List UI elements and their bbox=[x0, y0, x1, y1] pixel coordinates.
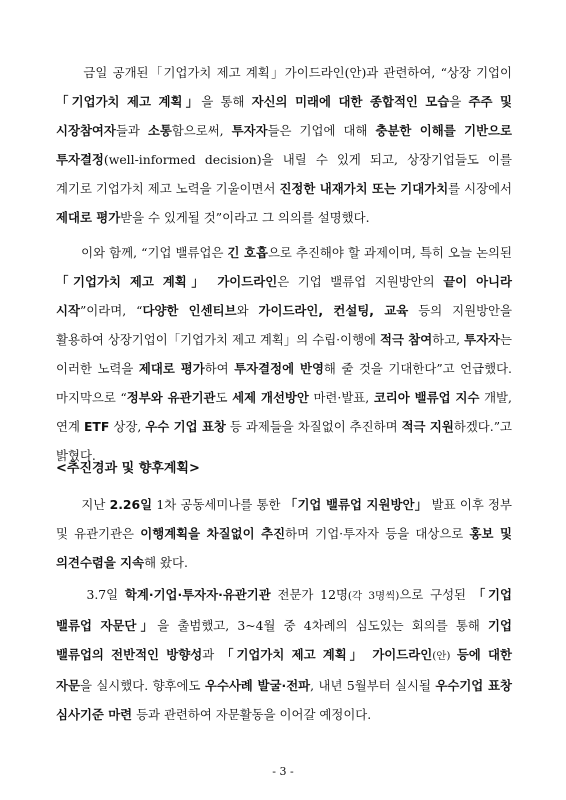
text-run-bold: 이행계획을 차질없이 추진 bbox=[140, 526, 286, 541]
text-run-bold: 다양한 인센티브 bbox=[142, 303, 237, 318]
text-run: 받을 수 있게될 것”이라고 그 의의를 설명했다. bbox=[120, 210, 370, 225]
text-run: 들과 bbox=[115, 123, 148, 138]
text-run: 해 왔다. bbox=[144, 555, 188, 570]
text-run: 해 줄 것을 기대한다”고 언급했다. 마지막으로 “ bbox=[56, 361, 512, 405]
text-run: 마련·발표, bbox=[308, 390, 374, 405]
text-run-bold: 「기업 밸류업 자문단」 bbox=[56, 587, 512, 633]
text-run-bold: 자신의 미래에 대한 종합적인 모습 bbox=[251, 94, 450, 109]
text-run-bold: 2.26일 bbox=[109, 497, 153, 512]
text-run: 를 시장에서 bbox=[448, 181, 513, 196]
paragraph-significance bbox=[56, 58, 512, 232]
text-run: 하여 bbox=[204, 361, 235, 376]
text-run-bold: 「기업가치 제고 계획」 가이드라인 bbox=[56, 274, 278, 289]
text-run: 을 통해 bbox=[201, 94, 252, 109]
text-run: 도 bbox=[215, 390, 233, 405]
text-run-bold: 등에 대한 자문 bbox=[56, 647, 512, 693]
text-run: 들은 기업에 대해 bbox=[267, 123, 376, 138]
text-run-bold: 학계·기업·투자자·유관기관 bbox=[124, 587, 271, 602]
text-run: 등과 관련하여 자문활동을 이어갈 예정이다. bbox=[132, 707, 372, 722]
text-run-bold: 기업 밸류업의 전반적인 방향성 bbox=[56, 618, 512, 662]
text-run: 을 bbox=[449, 94, 469, 109]
text-run: 3.7일 bbox=[56, 587, 125, 602]
text-run: 발표 이후 정부 및 유관기관은 bbox=[56, 497, 512, 541]
text-run: 상장, bbox=[109, 419, 146, 434]
text-run: 지난 bbox=[56, 497, 110, 512]
text-run: 1차 공동세미나를 통한 bbox=[152, 497, 285, 512]
text-run-bold: 가이드라인, 컨설팅, 교육 bbox=[258, 303, 409, 318]
paragraph-advisory bbox=[56, 580, 512, 729]
text-run: 하고, bbox=[432, 332, 465, 347]
text-run-bold: 정부와 유관기관 bbox=[126, 390, 216, 405]
text-run: 전문가 12명 bbox=[270, 587, 348, 602]
text-run: 와 bbox=[236, 303, 259, 318]
text-run: 등의 지원방안을 활용하여 상장기업이「기업가치 제고 계획」의 수립·이행에 bbox=[56, 303, 512, 347]
text-run: 을 실시했다. 향후에도 bbox=[79, 678, 205, 693]
text-run-bold: 충분한 이해를 기반으로 투자결정 bbox=[56, 123, 512, 167]
text-run: 과 bbox=[202, 647, 222, 662]
text-run-bold: 「기업 밸류업 지원방안」 bbox=[284, 497, 428, 512]
text-run: 는 이러한 노력을 bbox=[56, 332, 512, 376]
text-run-bold: 제대로 평가 bbox=[56, 210, 121, 225]
text-run-bold: 우수 기업 표창 bbox=[145, 419, 226, 434]
text-run: (well-informed decision)을 내릴 수 있게 되고, 상장기업들도 이를 계기로 기업가치 제고 노력을 기울이면서 bbox=[56, 152, 512, 196]
page-number: - 3 - bbox=[272, 765, 294, 778]
text-run-bold: 세제 개선방안 bbox=[232, 390, 309, 405]
text-run: 이와 함께, “기업 밸류업은 bbox=[56, 245, 228, 260]
text-run-bold: 끝이 아니라 시작 bbox=[56, 274, 512, 318]
text-run: 을 출범했고, 3~4월 중 4차례의 심도있는 회의를 통해 bbox=[157, 618, 489, 633]
text-run-bold: ETF bbox=[83, 419, 110, 434]
text-run: 등 과제들을 차질없이 추진하며 bbox=[225, 419, 402, 434]
text-run: 함으로써, bbox=[171, 123, 232, 138]
text-run: , 내년 5월부터 실시될 bbox=[310, 678, 436, 693]
text-run: 개발, 연계 bbox=[56, 390, 512, 434]
text-run-small: (안) bbox=[432, 650, 457, 662]
text-run-bold: 투자자 bbox=[464, 332, 501, 347]
text-run-bold: 홍보 및 의견수렴을 지속 bbox=[56, 526, 512, 570]
text-run-bold: 우수사례 발굴·전파 bbox=[204, 678, 311, 693]
text-run-small: (각 3명씩) bbox=[347, 590, 400, 602]
paragraph-progress bbox=[56, 490, 512, 577]
text-run-bold: 적극 지원 bbox=[401, 419, 454, 434]
text-run-bold: 투자자 bbox=[231, 123, 268, 138]
section-heading: <추진경과 및 향후계획> bbox=[56, 461, 200, 476]
text-run-bold: 「기업가치 제고 계획」 가이드라인 bbox=[221, 647, 433, 662]
text-run: 하겠다.”고 밝혔다. bbox=[56, 419, 513, 463]
text-run: 은 기업 밸류업 지원방안의 bbox=[277, 274, 444, 289]
text-run: 금일 공개된「기업가치 제고 계획」가이드라인(안)과 관련하여, “상장 기업이 bbox=[56, 65, 512, 80]
text-run-bold: 투자결정에 반영 bbox=[234, 361, 324, 376]
paragraph-expectations bbox=[56, 238, 512, 470]
text-run-bold: 제대로 평가 bbox=[138, 361, 205, 376]
text-run-bold: 코리아 밸류업 지수 bbox=[373, 390, 480, 405]
text-run-bold: 긴 호흡 bbox=[227, 245, 268, 260]
text-run-bold: 소통 bbox=[147, 123, 172, 138]
text-run-bold: 우수기업 표창 심사기준 마련 bbox=[56, 678, 512, 722]
text-run: 으로 구성된 bbox=[399, 587, 473, 602]
text-run: 하며 기업·투자자 등을 대상으로 bbox=[285, 526, 470, 541]
text-run-bold: 「기업가치 제고 계획」 bbox=[56, 94, 202, 109]
text-run-bold: 적극 참여 bbox=[380, 332, 433, 347]
text-run: ”이라며, “ bbox=[79, 303, 143, 318]
text-run: 으로 추진해야 할 과제이며, 특히 오늘 논의된 bbox=[267, 245, 512, 260]
text-run-bold: 주주 및 시장참여자 bbox=[56, 94, 512, 138]
text-run-bold: 진정한 내재가치 또는 기대가치 bbox=[279, 181, 449, 196]
